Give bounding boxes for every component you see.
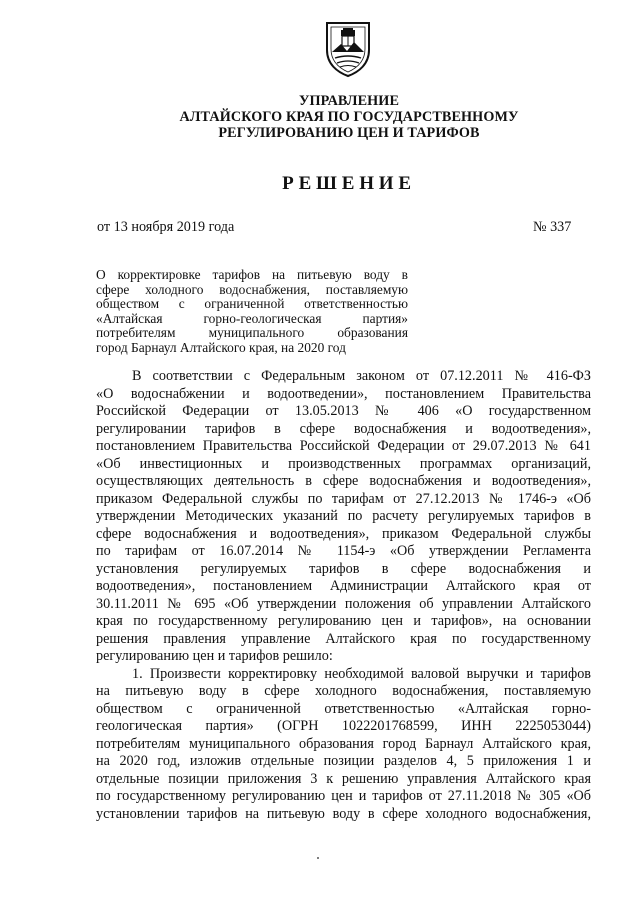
body-line: отдельные позиции приложения 3 к решению управления Алтайского края [96, 770, 591, 787]
body-line: по государственному регулированию цен и тарифов от 27.11.2018 № 305 «Об [96, 788, 591, 804]
body-line: 1. Произвести корректировку необходимой валовой выручки и тарифов [132, 665, 591, 682]
body-line: 30.11.2011 № 695 «Об утверждении положения об управлении Алтайского [96, 595, 591, 612]
org-name-line-3: РЕГУЛИРОВАНИЮ ЦЕН И ТАРИФОВ [218, 125, 480, 141]
body-line: на 2020 год, изложив отдельные позиции разделов 4, 5 приложения 1 и [96, 753, 591, 769]
subject-line: «Алтайская горно-геологическая партия» [96, 311, 408, 326]
body-line: решения правления управление Алтайского края по государственному [96, 630, 591, 647]
subject-line: потребителям муниципального образования [96, 326, 408, 341]
body-line: осуществляющих деятельность в сфере водоснабжения и водоотведения», [96, 473, 591, 489]
body-line: обществом с ограниченной ответственностью «Алтайская горно- [96, 700, 591, 717]
document-subject [96, 268, 408, 356]
subject-line: город Барнаул Алтайского края, на 2020 год [96, 340, 346, 355]
document-number: № 337 [533, 219, 572, 235]
body-line: регулировании тарифов в сфере водоснабжения и водоотведения», [96, 420, 591, 437]
scan-speck [317, 857, 319, 859]
body-line: установления регулируемых тарифов в сфере водоснабжения и [96, 560, 591, 577]
body-line: геологическая партия» (ОГРН 1022201768599, ИНН 2225053044) [96, 718, 591, 734]
subject-line: сфере холодного водоснабжения, поставляемую [96, 282, 408, 297]
body-line: приказом Федеральной службы по тарифам от 27.12.2013 № 1746-э «Об [96, 490, 591, 507]
body-line: края по государственному регулированию цен и тарифов», на основании [96, 613, 591, 629]
document-date: от 13 ноября 2019 года [97, 219, 235, 235]
body-line: «Об инвестиционных и производственных программах организаций, [96, 455, 591, 472]
document-body [96, 368, 591, 823]
body-line: по тарифам от 16.07.2014 № 1154-э «Об утверждении Регламента [96, 543, 591, 559]
document-title: РЕШЕНИЕ [282, 173, 416, 194]
body-line: сфере водоснабжения и водоотведения», приказом Федеральной службы [96, 525, 591, 542]
org-name-line-2: АЛТАЙСКОГО КРАЯ ПО ГОСУДАРСТВЕННОМУ [179, 109, 519, 125]
coat-of-arms-icon [323, 20, 373, 78]
body-line: водоотведения», постановлением Администрации Алтайского края от [96, 578, 591, 594]
body-line: потребителям муниципального образования город Барнаул Алтайского края, [96, 735, 591, 752]
subject-line: О корректировке тарифов на питьевую воду в [96, 268, 408, 282]
body-line: Российской Федерации от 13.05.2013 № 406 «О государственном [96, 403, 591, 419]
body-line: регулированию цен и тарифов решило: [96, 648, 333, 664]
body-line: В соответствии с Федеральным законом от 07.12.2011 № 416-ФЗ [132, 368, 591, 384]
subject-line: обществом с ограниченной ответственностью [96, 297, 408, 312]
body-line: установлении тарифов на питьевую воду в сфере холодного водоснабжения, [96, 805, 591, 822]
body-line: «О водоснабжении и водоотведении», постановлением Правительства [96, 385, 591, 402]
body-line: на питьевую воду в сфере холодного водоснабжения, поставляемую [96, 683, 591, 699]
body-line: утверждении Методических указаний по расчету регулируемых тарифов в [96, 508, 591, 524]
org-name-line-1: УПРАВЛЕНИЕ [298, 93, 400, 109]
body-line: постановлением Правительства Российской Федерации от 29.07.2013 № 641 [96, 438, 591, 454]
